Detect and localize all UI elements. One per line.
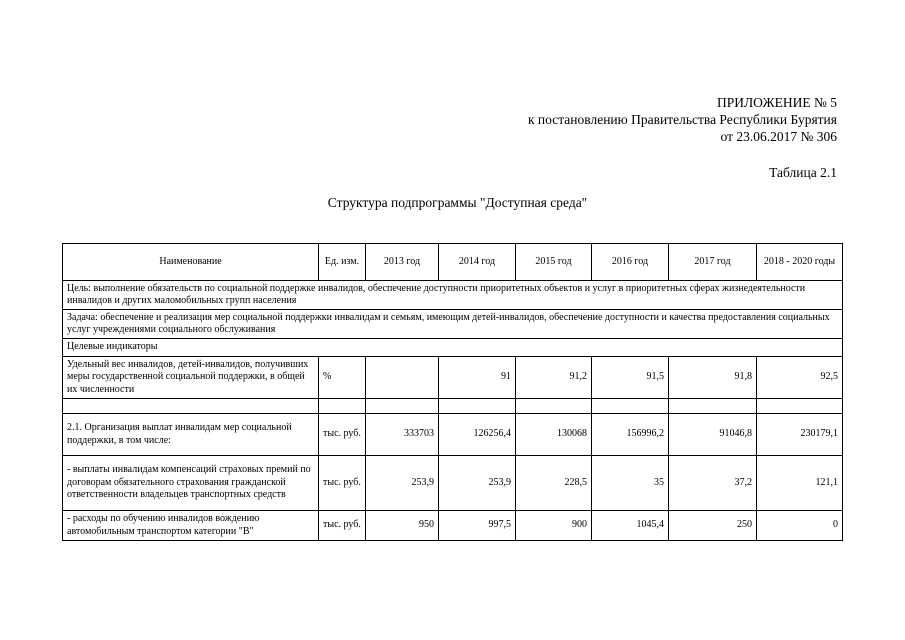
value-cell: 91,5 — [592, 357, 669, 399]
column-header: 2017 год — [669, 244, 757, 281]
value-cell: 1045,4 — [592, 511, 669, 541]
column-header: 2013 год — [366, 244, 439, 281]
value-cell: 91,2 — [516, 357, 592, 399]
value-cell: 35 — [592, 456, 669, 511]
task-text: Задача: обеспечение и реализация мер социальной поддержки инвалидам и семьям, имеющим детей-инвалидов, обеспечение доступности и качества предоставления социальных услуг учреждениями социального обслуживания — [63, 310, 843, 339]
value-cell: 228,5 — [516, 456, 592, 511]
subprogram-table — [62, 243, 843, 541]
value-cell: 156996,2 — [592, 414, 669, 456]
appendix-label: ПРИЛОЖЕНИЕ № 5 — [716, 95, 837, 110]
row-unit: % — [319, 357, 366, 399]
indicators-label: Целевые индикаторы — [63, 339, 843, 357]
value-cell: 333703 — [366, 414, 439, 456]
value-cell: 0 — [757, 511, 843, 541]
value-cell — [366, 357, 439, 399]
value-cell: 250 — [669, 511, 757, 541]
table-row — [63, 414, 843, 456]
page-title: Структура подпрограммы "Доступная среда" — [327, 195, 588, 210]
empty-cell — [319, 399, 366, 414]
resolution-reference: к постановлению Правительства Республики Бурятия — [528, 112, 837, 127]
value-cell: 91 — [439, 357, 516, 399]
row-unit: тыс. руб. — [319, 414, 366, 456]
value-cell: 230179,1 — [757, 414, 843, 456]
table-row — [63, 357, 843, 399]
empty-cell — [592, 399, 669, 414]
value-cell: 126256,4 — [439, 414, 516, 456]
column-header: Ед. изм. — [319, 244, 366, 281]
column-header: Наименование — [63, 244, 319, 281]
value-cell: 950 — [366, 511, 439, 541]
task-row — [63, 310, 843, 339]
column-header: 2015 год — [516, 244, 592, 281]
row-name: Удельный вес инвалидов, детей-инвалидов, получивших меры государственной социальной поддержки, в общей их численности — [63, 357, 319, 399]
row-name: 2.1. Организация выплат инвалидам мер социальной поддержки, в том числе: — [63, 414, 319, 456]
value-cell: 91046,8 — [669, 414, 757, 456]
column-header: 2014 год — [439, 244, 516, 281]
row-unit: тыс. руб. — [319, 511, 366, 541]
value-cell: 253,9 — [366, 456, 439, 511]
goal-row — [63, 281, 843, 310]
value-cell: 121,1 — [757, 456, 843, 511]
goal-text: Цель: выполнение обязательств по социальной поддержке инвалидов, обеспечение доступности приоритетных объектов и услуг в приоритетных сферах жизнедеятельности инвалидов и других маломобильных групп населения — [63, 281, 843, 310]
table-row — [63, 511, 843, 541]
empty-cell — [439, 399, 516, 414]
value-cell: 91,8 — [669, 357, 757, 399]
table-row — [63, 456, 843, 511]
empty-cell — [516, 399, 592, 414]
empty-cell — [669, 399, 757, 414]
column-header: 2016 год — [592, 244, 669, 281]
empty-cell — [757, 399, 843, 414]
table-header-row — [63, 244, 843, 281]
column-header: 2018 - 2020 годы — [757, 244, 843, 281]
row-name: - расходы по обучению инвалидов вождению автомобильным транспортом категории "В" — [63, 511, 319, 541]
value-cell: 900 — [516, 511, 592, 541]
indicators-row — [63, 339, 843, 357]
table-number: Таблица 2.1 — [769, 165, 837, 180]
value-cell: 997,5 — [439, 511, 516, 541]
value-cell: 37,2 — [669, 456, 757, 511]
resolution-date: от 23.06.2017 № 306 — [720, 129, 837, 144]
row-name: - выплаты инвалидам компенсаций страховых премий по договорам обязательного страхования гражданской ответственности владельцев транспортных средств — [63, 456, 319, 511]
row-unit: тыс. руб. — [319, 456, 366, 511]
value-cell: 92,5 — [757, 357, 843, 399]
value-cell: 253,9 — [439, 456, 516, 511]
spacer-row — [63, 399, 843, 414]
empty-cell — [366, 399, 439, 414]
empty-cell — [63, 399, 319, 414]
document-header — [528, 94, 837, 145]
value-cell: 130068 — [516, 414, 592, 456]
